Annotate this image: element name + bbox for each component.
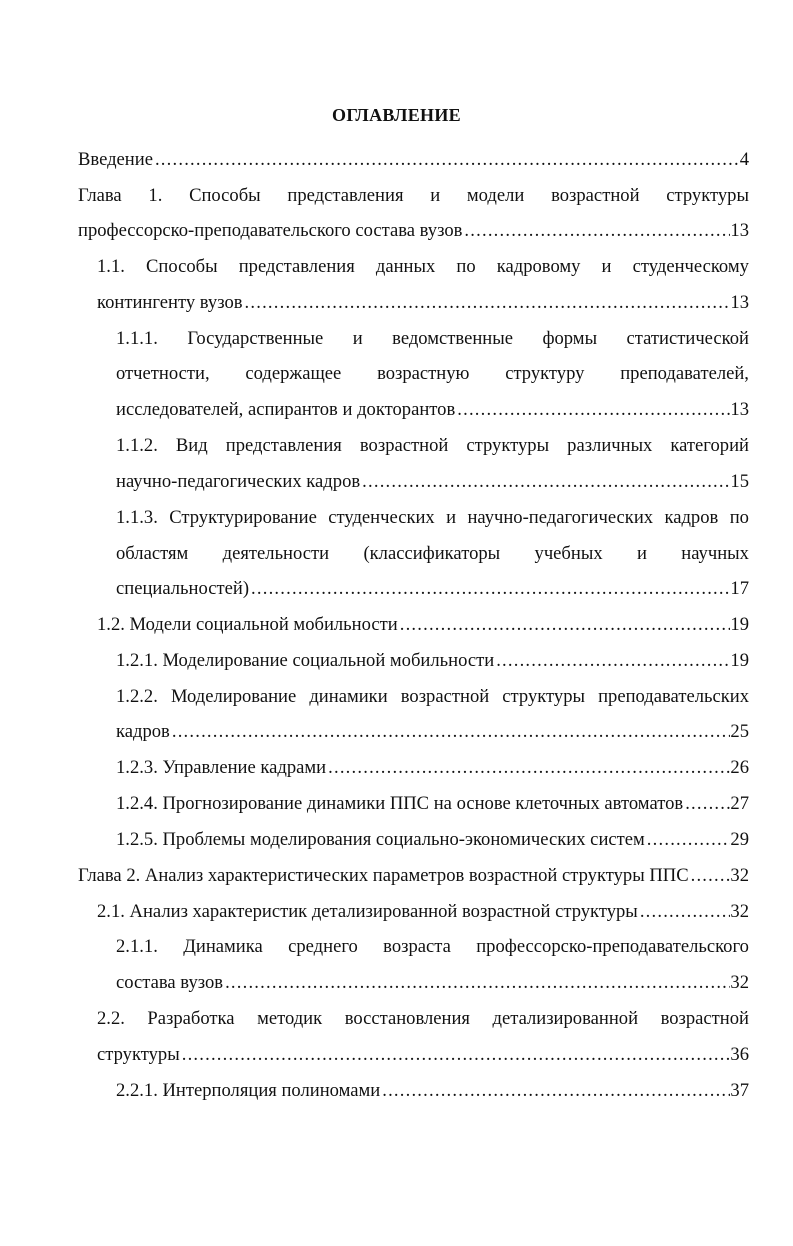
toc-entry-1-1-2-line-1[interactable] xyxy=(116,434,749,458)
toc-word: 2.2. xyxy=(97,1008,125,1029)
toc-entry-text: научно-педагогических кадров xyxy=(116,471,361,492)
toc-entry-1-1-3[interactable] xyxy=(116,577,749,601)
toc-entry-chapter-2[interactable] xyxy=(78,864,749,888)
toc-entry-chapter-1[interactable] xyxy=(78,219,749,243)
toc-leader-dots xyxy=(455,398,730,422)
toc-entry-1-1-1[interactable] xyxy=(116,398,749,422)
toc-entry-1-2-3[interactable] xyxy=(116,756,749,780)
toc-leader-dots xyxy=(170,720,731,744)
toc-leader-dots xyxy=(223,971,730,995)
toc-entry-1-1-3-line-1[interactable] xyxy=(116,506,749,530)
toc-word: по xyxy=(456,256,476,277)
toc-entry-1-1-3-line-2[interactable] xyxy=(116,542,749,566)
toc-word: 1.2.2. xyxy=(116,686,158,707)
toc-entry-chapter-1-line-1[interactable] xyxy=(78,184,749,208)
toc-word: представления xyxy=(238,256,355,277)
toc-entry-1-2[interactable] xyxy=(97,613,749,637)
toc-page-number: 29 xyxy=(730,829,749,850)
page-title: ОГЛАВЛЕНИЕ xyxy=(332,105,461,125)
toc-word: возрастной xyxy=(660,1008,749,1029)
toc-leader-dots xyxy=(249,577,730,601)
toc-entry-text: профессорско-преподавательского состава вузов xyxy=(78,220,463,241)
toc-entry-text: 2.2.1. Интерполяция полиномами xyxy=(116,1080,381,1101)
toc-word: различных xyxy=(567,435,653,456)
toc-page-number: 27 xyxy=(730,793,749,814)
toc-leader-dots xyxy=(462,219,730,243)
toc-entry-text: структуры xyxy=(97,1044,180,1065)
toc-word: возрастной xyxy=(551,185,640,206)
toc-word: кадров xyxy=(664,507,719,528)
toc-word: содержащее xyxy=(245,363,342,384)
toc-word: и xyxy=(352,328,363,349)
toc-word: 1.1. xyxy=(97,256,125,277)
toc-word: преподавателей, xyxy=(620,363,749,384)
toc-word: (классификаторы xyxy=(363,543,501,564)
toc-entry-1-1-1-line-1[interactable] xyxy=(116,327,749,351)
toc-entry-text: Глава 2. Анализ характеристических параметров возрастной структуры ППС xyxy=(78,865,689,886)
toc-word: Структурирование xyxy=(169,507,317,528)
toc-word: данных xyxy=(375,256,436,277)
toc-word: Разработка xyxy=(147,1008,235,1029)
toc-entry-text: Введение xyxy=(78,149,153,170)
toc-entry-text: контингенту вузов xyxy=(97,292,243,313)
toc-entry-1-2-4[interactable] xyxy=(116,792,749,816)
toc-word: возрастной xyxy=(400,686,490,707)
toc-page-number: 26 xyxy=(730,757,749,778)
toc-leader-dots xyxy=(360,470,730,494)
toc-word: возрастную xyxy=(377,363,470,384)
toc-page-number: 4 xyxy=(739,149,749,170)
toc-leader-dots xyxy=(398,613,731,637)
toc-word: структуры xyxy=(666,185,749,206)
toc-word: структуры xyxy=(502,686,585,707)
toc-word: профессорско-преподавательского xyxy=(476,936,749,957)
toc-entry-introduction[interactable] xyxy=(78,148,749,172)
toc-page-number: 17 xyxy=(730,578,749,599)
toc-page-number: 13 xyxy=(730,399,749,420)
toc-word: преподавательских xyxy=(598,686,749,707)
toc-word: Государственные xyxy=(187,328,324,349)
toc-entry-2-1[interactable] xyxy=(97,900,749,924)
toc-page-number: 32 xyxy=(730,901,749,922)
toc-word: представления xyxy=(287,185,404,206)
toc-word: 1. xyxy=(148,185,163,206)
toc-page-number: 32 xyxy=(730,865,749,886)
toc-entry-2-2-1[interactable] xyxy=(116,1079,749,1103)
toc-entry-1-2-5[interactable] xyxy=(116,828,749,852)
toc-word: категорий xyxy=(670,435,749,456)
toc-word: ведомственные xyxy=(392,328,513,349)
toc-entry-2-1-1[interactable] xyxy=(116,971,749,995)
toc-entry-1-1-2[interactable] xyxy=(116,470,749,494)
toc-word: и xyxy=(430,185,441,206)
toc-word: деятельности xyxy=(222,543,330,564)
toc-word: 2.1.1. xyxy=(116,936,158,957)
toc-leader-dots xyxy=(243,291,731,315)
toc-word: детализированной xyxy=(492,1008,639,1029)
toc-word: учебных xyxy=(534,543,603,564)
toc-word: восстановления xyxy=(344,1008,470,1029)
toc-word: отчетности, xyxy=(116,363,210,384)
toc-entry-1-1[interactable] xyxy=(97,291,749,315)
toc-word: 1.1.3. xyxy=(116,507,158,528)
toc-word: областям xyxy=(116,543,189,564)
toc-leader-dots xyxy=(689,864,731,888)
toc-word: возраста xyxy=(383,936,451,957)
toc-entry-1-1-1-line-2[interactable] xyxy=(116,362,749,386)
toc-word: студенческому xyxy=(632,256,749,277)
toc-word: по xyxy=(729,507,749,528)
toc-entry-text: 1.2.1. Моделирование социальной мобильности xyxy=(116,650,495,671)
toc-leader-dots xyxy=(683,792,730,816)
toc-leader-dots xyxy=(153,148,740,172)
toc-entry-text: состава вузов xyxy=(116,972,224,993)
toc-entry-text: 1.2.3. Управление кадрами xyxy=(116,757,327,778)
toc-entry-text: 1.2.4. Прогнозирование динамики ППС на основе клеточных автоматов xyxy=(116,793,684,814)
toc-word: Способы xyxy=(189,185,261,206)
toc-word: 1.1.1. xyxy=(116,328,158,349)
toc-word: Моделирование xyxy=(170,686,297,707)
toc-page-number: 13 xyxy=(730,220,749,241)
toc-page-number: 25 xyxy=(730,721,749,742)
toc-word: формы xyxy=(542,328,598,349)
toc-entry-text: 2.1. Анализ характеристик детализированной возрастной структуры xyxy=(97,901,638,922)
toc-leader-dots xyxy=(494,649,730,673)
toc-page-number: 19 xyxy=(730,614,749,635)
toc-word: студенческих xyxy=(328,507,435,528)
toc-word: и xyxy=(446,507,457,528)
toc-page-number: 19 xyxy=(730,650,749,671)
toc-page-number: 32 xyxy=(730,972,749,993)
toc-word: Динамика xyxy=(183,936,263,957)
toc-word: и xyxy=(601,256,612,277)
toc-word: кадровому xyxy=(496,256,581,277)
toc-word: научно-педагогических xyxy=(467,507,654,528)
toc-word: структуры xyxy=(466,435,550,456)
toc-entry-text: 1.2. Модели социальной мобильности xyxy=(97,614,398,635)
toc-word: методик xyxy=(257,1008,323,1029)
toc-entry-2-2[interactable] xyxy=(97,1043,749,1067)
toc-entry-text: 1.2.5. Проблемы моделирования социально-экономических систем xyxy=(116,829,645,850)
toc-word: модели xyxy=(466,185,525,206)
toc-word: среднего xyxy=(288,936,358,957)
toc-entry-text: специальностей) xyxy=(116,578,250,599)
toc-word: возрастной xyxy=(359,435,449,456)
toc-page-number: 37 xyxy=(730,1080,749,1101)
toc-page-number: 36 xyxy=(730,1044,749,1065)
toc-word: представления xyxy=(225,435,342,456)
toc-leader-dots xyxy=(380,1079,730,1103)
toc-entry-1-2-2[interactable] xyxy=(116,720,749,744)
toc-entry-1-2-1[interactable] xyxy=(116,649,749,673)
toc-leader-dots xyxy=(326,756,730,780)
toc-word: и xyxy=(636,543,647,564)
toc-word: 1.1.2. xyxy=(116,435,158,456)
toc-entry-text: кадров xyxy=(116,721,170,742)
toc-entry-1-2-2-line-1[interactable] xyxy=(116,685,749,709)
toc-leader-dots xyxy=(638,900,731,924)
toc-word: научных xyxy=(681,543,749,564)
toc-word: динамики xyxy=(309,686,388,707)
toc-word: статистической xyxy=(626,328,749,349)
toc-word: Вид xyxy=(175,435,208,456)
toc-entry-2-1-1-line-1[interactable] xyxy=(116,935,749,959)
toc-leader-dots xyxy=(180,1043,731,1067)
toc-entry-1-1-line-1[interactable] xyxy=(97,255,749,279)
toc-page-number: 15 xyxy=(730,471,749,492)
toc-entry-2-2-line-1[interactable] xyxy=(97,1007,749,1031)
toc-word: структуру xyxy=(505,363,585,384)
toc-entry-text: исследователей, аспирантов и докторантов xyxy=(116,399,456,420)
toc-leader-dots xyxy=(645,828,731,852)
toc-word: Способы xyxy=(145,256,218,277)
toc-word: Глава xyxy=(78,185,122,206)
toc-page-number: 13 xyxy=(730,292,749,313)
